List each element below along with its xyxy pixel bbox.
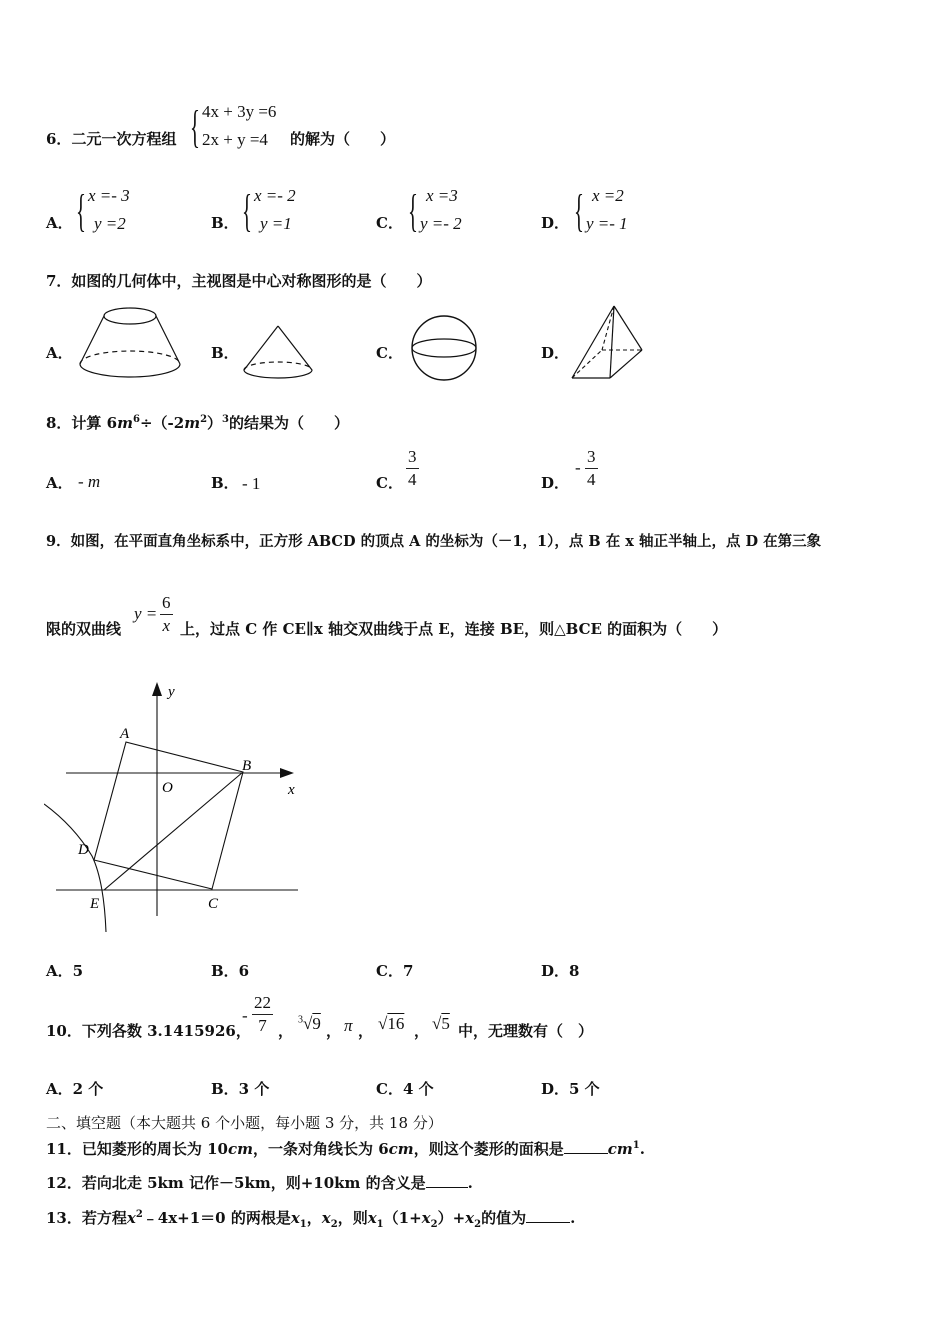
q7-option-a-label[interactable]: A． [46,344,73,362]
q6-eq2: 2x + y =4 [202,130,268,149]
q11-end: . [639,1140,645,1158]
q8-close: ） [207,414,223,432]
q8-mid: ÷（-2 [139,414,185,432]
q6-option-c-l1: x =3 [426,186,458,205]
q13-s2: 2 [330,1219,338,1230]
q10-option-c[interactable]: C．4 个 [376,1080,434,1098]
q10-sqrt5-val: 5 [441,1014,450,1033]
q9-line1: 9．如图，在平面直角坐标系中，正方形 ABCD 的顶点 A 的坐标为（－1，1），点 B 在 x 轴正半轴上，点 D 在第三象 [46,533,822,550]
q9-hyperbola-fraction [160,592,173,637]
q8-option-c-den: 4 [408,470,417,489]
q10-option-d[interactable]: D．5 个 [541,1080,600,1098]
q8-prefix: 8．计算 6 [46,414,118,432]
q8-exp2: 2 [200,414,208,425]
q8-option-d-num: 3 [585,446,598,469]
q13-s1b: 1 [376,1219,384,1230]
q8-option-a-label[interactable]: A． [46,474,73,492]
q10-tail: 中，无理数有（ ） [458,1022,594,1040]
q10-pi: π [344,1016,353,1035]
q6-option-b-l2: y =1 [260,214,292,233]
q8-option-b-label[interactable]: B． [211,474,239,492]
label-x: x [288,782,295,798]
q13 [46,1207,575,1230]
q9-option-a[interactable]: A．5 [46,962,84,980]
q11-unit: cm [607,1140,633,1158]
q10-sqrt16 [378,1014,404,1034]
q13-x2: x [321,1209,331,1227]
q6-option-b-label[interactable]: B． [211,214,239,232]
x-axis-arrow [280,768,294,778]
q11-unit-exp: 1 [632,1140,640,1151]
radical-icon: √ [432,1014,442,1033]
q10-den: 7 [258,1016,267,1035]
q13-answer-blank[interactable] [526,1208,570,1223]
q9-frac-y: y = [134,604,158,623]
q6-option-d-l2: y =- 1 [586,214,628,233]
q13-x2b: x [421,1209,431,1227]
q12-answer-blank[interactable] [426,1173,468,1188]
q11-mid: ，一条对角线长为 6 [253,1140,389,1158]
q13-s1: 1 [299,1219,307,1230]
label-y: y [168,684,175,700]
line-be [104,772,243,890]
q12 [46,1172,473,1193]
label-o: O [162,780,173,796]
q9-option-d[interactable]: D．8 [541,962,580,980]
sphere-icon [406,312,482,384]
q13-x1b: x [367,1209,377,1227]
q8-option-c-fraction [406,446,419,491]
label-e: E [90,896,100,912]
q6-tail: 的解为（ ） [290,130,396,148]
q6-system-brace: { [190,101,200,152]
q10-num: 22 [252,992,273,1015]
q13-x: x [126,1209,136,1227]
square-abcd [94,742,243,889]
label-a: A [120,726,130,742]
hyperbola-branch [44,804,106,932]
q11-cm1: cm [227,1140,253,1158]
q10-sep4: ， [414,1022,430,1040]
q6-option-d-label[interactable]: D． [541,214,570,232]
q13-plus: ）+ [437,1209,466,1227]
label-b: B [242,758,252,774]
label-d: D [78,842,89,858]
q13-comma: ， [306,1209,322,1227]
q12-end: . [467,1174,473,1192]
q6-option-a-l2: y =2 [94,214,126,233]
q13-x1: x [290,1209,300,1227]
section-heading: 二、填空题（本大题共 6 个小题，每小题 3 分，共 18 分） [46,1114,443,1132]
q9-figure [44,676,304,938]
frustum-icon [76,302,184,386]
q8-option-d-den: 4 [587,470,596,489]
q10-option-a[interactable]: A．2 个 [46,1080,104,1098]
radical-icon: √ [378,1014,388,1033]
q8-option-a-value: - m [78,472,101,491]
q8-exp3: 3 [222,414,230,425]
y-axis-arrow [152,682,162,696]
q10-sep3: ， [358,1022,374,1040]
q6-option-d-l1: x =2 [592,186,624,205]
q6-option-b-l1: x =- 2 [254,186,296,205]
q6-number: 6． [46,130,72,148]
q11 [46,1138,645,1159]
q13-x-exp: 2 [135,1209,143,1220]
q8-option-d-fraction [585,446,598,491]
q7-option-d-label[interactable]: D． [541,344,570,362]
q7-stem: 7．如图的几何体中，主视图是中心对称图形的是（ ） [46,272,432,290]
q13-tail: 的值为 [481,1209,527,1227]
q8-stem [46,412,349,433]
q9-option-b[interactable]: B．6 [211,962,250,980]
q10-option-b[interactable]: B．3 个 [211,1080,270,1098]
q10-sqrt5 [432,1014,450,1034]
q8-option-d-label[interactable]: D． [541,474,570,492]
q6-option-a-label[interactable]: A． [46,214,73,232]
q10-cbrt [298,1014,321,1034]
q7-option-b-label[interactable]: B． [211,344,239,362]
q13-s2b: 2 [430,1219,438,1230]
q8-tail: 的结果为（ ） [229,414,350,432]
q6-eq1: 4x + 3y =6 [202,102,277,121]
q9-frac-num: 6 [160,592,173,615]
q11-tail: ，则这个菱形的面积是 [413,1140,564,1158]
q10-cbrt-index: 3 [298,1014,303,1026]
q13-end: . [570,1209,576,1227]
q8-m1: m [117,414,133,432]
q13-then: ，则 [337,1209,368,1227]
q8-option-c-label[interactable]: C． [376,474,403,492]
q13-s2c: 2 [474,1219,482,1230]
radical-icon: √ [303,1014,313,1033]
q10-prefix: 10．下列各数 3.1415926， [46,1022,251,1040]
q13-paren: （1+ [383,1209,422,1227]
q11-cm2: cm [388,1140,414,1158]
q8-m2: m [184,414,201,432]
q6-option-d-brace: { [574,185,584,236]
q10-neg: - [242,1006,248,1025]
q11-answer-blank[interactable] [564,1139,608,1154]
pyramid-icon [568,300,648,384]
q7-option-c-label[interactable]: C． [376,344,403,362]
q10-sep1: ， [278,1022,294,1040]
q6-stem-text: 二元一次方程组 [71,130,177,148]
q8-option-b-value: - 1 [242,474,261,493]
q6-option-a-l1: x =- 3 [88,186,130,205]
q13-pre: 13．若方程 [46,1209,127,1227]
q10-sqrt16-val: 16 [387,1014,405,1033]
q10-cbrt-val: 9 [312,1014,321,1033]
q6-option-b-brace: { [242,185,252,236]
q6-option-a-brace: { [76,185,86,236]
cone-icon [240,322,316,384]
q6-stem [46,128,176,149]
q6-option-c-l2: y =- 2 [420,214,462,233]
q8-option-c-num: 3 [406,446,419,469]
q12-text: 12．若向北走 5km 记作－5km，则+10km 的含义是 [46,1174,426,1192]
q10-sep2: ， [326,1022,342,1040]
q8-exp6: 6 [132,414,140,425]
label-c: C [208,896,219,912]
q9-option-c[interactable]: C．7 [376,962,414,980]
q9-frac-den: x [162,616,171,635]
q6-option-c-brace: { [408,185,418,236]
q11-pre: 11．已知菱形的周长为 10 [46,1140,228,1158]
q6-option-c-label[interactable]: C． [376,214,403,232]
q13-eq: ﹣4x+1＝0 的两根是 [142,1209,291,1227]
q13-x2c: x [465,1209,475,1227]
q10-fraction [252,992,273,1037]
q8-option-d-sign: - [575,458,581,477]
q9-line2-prefix: 限的双曲线 [46,620,122,638]
q9-line2-tail: 上，过点 C 作 CE∥x 轴交双曲线于点 E，连接 BE，则△BCE 的面积为（ ） [180,620,728,638]
